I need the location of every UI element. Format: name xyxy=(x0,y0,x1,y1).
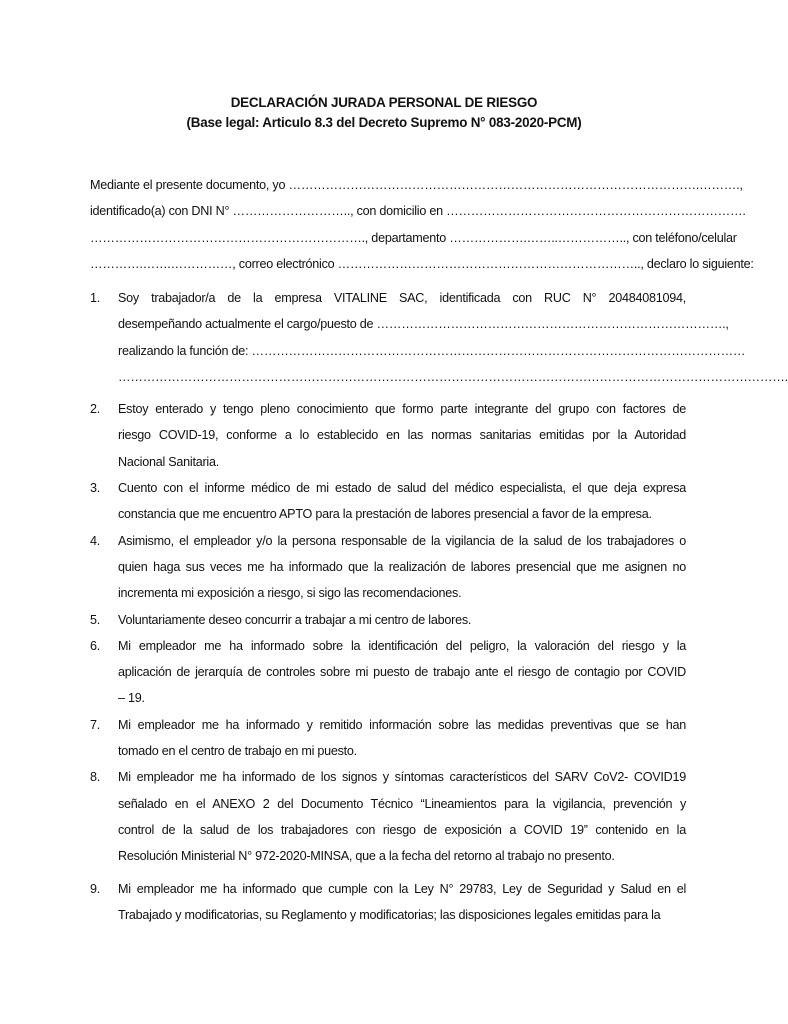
list-item-line: señalado en el ANEXO 2 del Documento Técnico “Lineamientos para la vigilancia, prevención y xyxy=(118,796,686,811)
list-item-number: 4. xyxy=(90,533,101,548)
intro-line: ………….…….……………, correo electrónico ……………………………………………………………….., declaro lo siguiente: xyxy=(90,256,754,271)
list-item-number: 6. xyxy=(90,638,101,653)
list-item-line: constancia que me encuentro APTO para la prestación de labores presencial a favor de la empresa. xyxy=(118,507,652,522)
declaration-list xyxy=(0,285,788,928)
list-item-number: 3. xyxy=(90,481,101,496)
list-item-line: tomado en el centro de trabajo en mi puesto. xyxy=(118,744,357,759)
list-item xyxy=(0,528,686,607)
document-title: DECLARACIÓN JURADA PERSONAL DE RIESGO xyxy=(230,95,538,110)
intro-line: identificado(a) con DNI N° ……………………….., con domicilio en ………………………………………………………………. xyxy=(90,204,746,219)
document-subtitle: (Base legal: Articulo 8.3 del Decreto Supremo N° 083-2020-PCM) xyxy=(186,115,582,130)
intro-line: Mediante el presente documento, yo ……………………………………………………………………………………….………., xyxy=(90,178,743,192)
list-item-line: Nacional Sanitaria. xyxy=(118,454,219,469)
list-item xyxy=(0,285,788,390)
list-item-line: Estoy enterado y tengo pleno conocimiento que formo parte integrante del grupo con factores de xyxy=(118,402,686,417)
list-item-line: – 19. xyxy=(118,691,145,706)
list-item-line: quien haga sus veces me ha informado que la realización de labores presencial que me asignen no xyxy=(118,559,686,574)
list-item-line: Voluntariamente deseo concurrir a trabajar a mi centro de labores. xyxy=(118,612,472,627)
list-item-number: 8. xyxy=(90,770,101,785)
list-item-number: 2. xyxy=(90,402,101,417)
list-item-line: Soy trabajador/a de la empresa VITALINE SAC, identificada con RUC N° 20484081094, xyxy=(118,291,686,305)
list-item xyxy=(0,475,686,528)
intro-paragraph xyxy=(90,172,754,277)
list-item-number: 1. xyxy=(90,291,101,305)
list-item-line: Asimismo, el empleador y/o la persona responsable de la vigilancia de la salud de los trabajadores o xyxy=(118,533,686,548)
list-item-line: Mi empleador me ha informado que cumple con la Ley N° 29783, Ley de Seguridad y Salud en el xyxy=(118,881,686,896)
document-header xyxy=(0,93,768,133)
list-item-line: riesgo COVID-19, conforme a lo establecido en las normas sanitarias emitidas por la Autoridad xyxy=(118,428,686,443)
intro-line: …………………………………………………………., departamento ……………….……..…………….., con teléfono/celular xyxy=(90,230,737,245)
list-item-line: Mi empleador me ha informado sobre la identificación del peligro, la valoración del riesgo y la xyxy=(118,638,686,653)
list-item-line: Mi empleador me ha informado y remitido información sobre las medidas preventivas que se han xyxy=(118,717,686,732)
list-item-line: realizando la función de: ………………………………………………………………………………………………………… xyxy=(118,343,746,358)
list-item-line: desempeñando actualmente el cargo/puesto de …………………………………………………………………………., xyxy=(118,317,729,332)
list-item-line: control de la salud de los trabajadores con riesgo de exposición a COVID 19” contenido en la xyxy=(118,822,686,837)
list-item-line: incrementa mi exposición a riesgo, si sigo las recomendaciones. xyxy=(118,586,462,601)
list-item-line: ………………………………………………………………………………………………………………………………………………. xyxy=(118,369,788,384)
list-item xyxy=(0,764,686,869)
list-item xyxy=(0,396,686,475)
list-item-line: aplicación de jerarquía de controles sobre mi puesto de trabajo ante el riesgo de contagio por COVID xyxy=(118,665,686,680)
list-item xyxy=(0,607,686,633)
list-item-line: Mi empleador me ha informado de los signos y síntomas característicos del SARV CoV2- COVID19 xyxy=(118,770,686,785)
list-item-line: Cuento con el informe médico de mi estado de salud del médico especialista, el que deja expresa xyxy=(118,481,686,496)
list-item-number: 7. xyxy=(90,717,101,732)
list-item-number: 5. xyxy=(90,612,101,627)
list-item xyxy=(0,876,686,929)
list-item-line: Resolución Ministerial N° 972-2020-MINSA, que a la fecha del retorno al trabajo no presento. xyxy=(118,849,615,864)
list-item xyxy=(0,712,686,765)
list-item-number: 9. xyxy=(90,881,101,896)
list-item xyxy=(0,633,686,712)
list-item-line: Trabajado y modificatorias, su Reglamento y modificatorias; las disposiciones legales emitidas para la xyxy=(118,907,661,922)
